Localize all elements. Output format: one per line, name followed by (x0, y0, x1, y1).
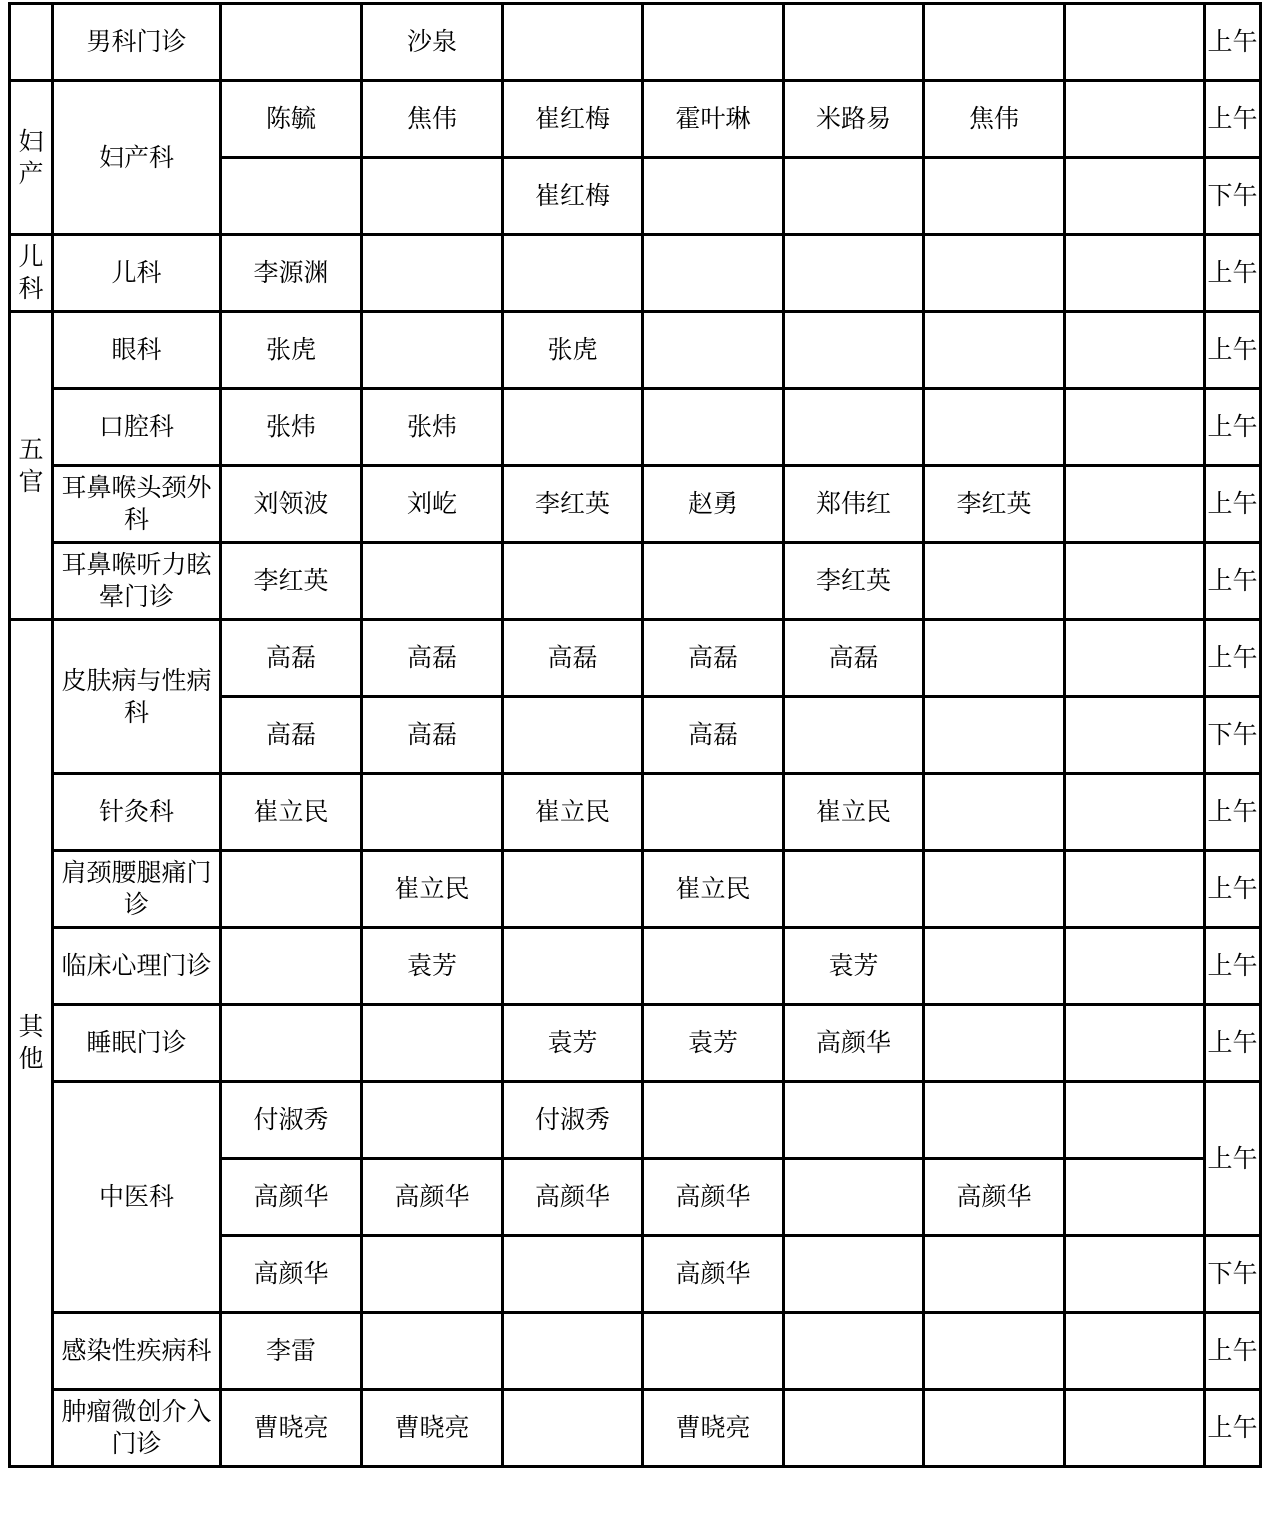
doctor-cell (924, 851, 1065, 928)
doctor-cell (924, 4, 1065, 81)
doctor-cell (503, 1313, 643, 1390)
doctor-cell (503, 235, 643, 312)
doctor-cell: 陈毓 (221, 81, 362, 158)
doctor-cell (503, 851, 643, 928)
period-cell: 上午 (1205, 1390, 1261, 1467)
doctor-cell: 袁芳 (784, 928, 924, 1005)
doctor-cell: 高磊 (784, 620, 924, 697)
doctor-cell: 高磊 (362, 697, 503, 774)
doctor-cell (784, 1313, 924, 1390)
category-cell: 儿科 (10, 235, 53, 312)
doctor-cell: 高颜华 (924, 1159, 1065, 1236)
doctor-cell: 付淑秀 (503, 1082, 643, 1159)
period-cell: 上午 (1205, 466, 1261, 543)
doctor-cell (362, 1005, 503, 1082)
department-cell: 皮肤病与性病科 (53, 620, 221, 774)
doctor-cell (1065, 620, 1205, 697)
doctor-cell: 袁芳 (362, 928, 503, 1005)
doctor-cell (784, 4, 924, 81)
doctor-cell (503, 1236, 643, 1313)
doctor-cell (362, 235, 503, 312)
table-row (10, 312, 1261, 389)
doctor-cell (924, 620, 1065, 697)
doctor-cell (643, 774, 784, 851)
doctor-cell (503, 4, 643, 81)
doctor-cell: 张虎 (503, 312, 643, 389)
doctor-cell (1065, 1005, 1205, 1082)
doctor-cell: 焦伟 (924, 81, 1065, 158)
doctor-cell (643, 389, 784, 466)
doctor-cell (1065, 158, 1205, 235)
doctor-cell (924, 697, 1065, 774)
doctor-cell (1065, 1313, 1205, 1390)
doctor-cell: 曹晓亮 (221, 1390, 362, 1467)
doctor-cell: 刘领波 (221, 466, 362, 543)
table-row (10, 851, 1261, 928)
doctor-cell: 曹晓亮 (643, 1390, 784, 1467)
period-cell: 上午 (1205, 543, 1261, 620)
period-cell: 上午 (1205, 81, 1261, 158)
doctor-cell (924, 312, 1065, 389)
doctor-cell (643, 928, 784, 1005)
doctor-cell (1065, 312, 1205, 389)
doctor-cell (784, 312, 924, 389)
doctor-cell (924, 1082, 1065, 1159)
doctor-cell (503, 697, 643, 774)
doctor-cell: 郑伟红 (784, 466, 924, 543)
period-cell: 上午 (1205, 851, 1261, 928)
doctor-cell (784, 389, 924, 466)
doctor-cell (924, 389, 1065, 466)
table-row (10, 466, 1261, 543)
doctor-cell (784, 1390, 924, 1467)
period-cell: 下午 (1205, 697, 1261, 774)
doctor-cell: 崔红梅 (503, 158, 643, 235)
table-row (10, 4, 1261, 81)
doctor-cell: 赵勇 (643, 466, 784, 543)
doctor-cell (362, 1236, 503, 1313)
period-cell: 上午 (1205, 235, 1261, 312)
doctor-cell (503, 928, 643, 1005)
table-row (10, 81, 1261, 158)
department-cell: 眼科 (53, 312, 221, 389)
doctor-cell: 高磊 (362, 620, 503, 697)
doctor-cell: 张炜 (362, 389, 503, 466)
doctor-cell: 崔立民 (784, 774, 924, 851)
table-row (10, 235, 1261, 312)
doctor-cell: 霍叶琳 (643, 81, 784, 158)
doctor-cell: 米路易 (784, 81, 924, 158)
doctor-cell: 袁芳 (643, 1005, 784, 1082)
department-cell: 肩颈腰腿痛门诊 (53, 851, 221, 928)
category-cell: 其他 (10, 620, 53, 1467)
doctor-cell (503, 543, 643, 620)
doctor-cell (784, 697, 924, 774)
doctor-cell: 刘屹 (362, 466, 503, 543)
doctor-cell: 高颜华 (221, 1159, 362, 1236)
doctor-cell (924, 774, 1065, 851)
doctor-cell: 高磊 (221, 620, 362, 697)
doctor-cell (924, 928, 1065, 1005)
doctor-cell (1065, 928, 1205, 1005)
department-cell: 男科门诊 (53, 4, 221, 81)
doctor-cell (221, 4, 362, 81)
doctor-cell: 高磊 (643, 697, 784, 774)
department-cell: 肿瘤微创介入门诊 (53, 1390, 221, 1467)
table-row (10, 1390, 1261, 1467)
doctor-cell: 崔立民 (643, 851, 784, 928)
doctor-cell: 焦伟 (362, 81, 503, 158)
doctor-cell: 李源渊 (221, 235, 362, 312)
doctor-cell (362, 158, 503, 235)
doctor-cell (503, 1390, 643, 1467)
doctor-cell (1065, 1390, 1205, 1467)
doctor-cell (924, 543, 1065, 620)
doctor-cell: 高磊 (643, 620, 784, 697)
period-cell: 上午 (1205, 1005, 1261, 1082)
period-cell: 下午 (1205, 1236, 1261, 1313)
period-cell: 上午 (1205, 928, 1261, 1005)
period-cell: 上午 (1205, 389, 1261, 466)
doctor-cell (221, 158, 362, 235)
category-cell: 妇产 (10, 81, 53, 235)
doctor-cell (784, 1159, 924, 1236)
department-cell: 睡眠门诊 (53, 1005, 221, 1082)
doctor-cell: 高颜华 (643, 1236, 784, 1313)
doctor-cell (643, 235, 784, 312)
doctor-cell: 高颜华 (503, 1159, 643, 1236)
clinic-schedule-table (8, 2, 1262, 1468)
doctor-cell: 高颜华 (362, 1159, 503, 1236)
doctor-cell (1065, 1159, 1205, 1236)
doctor-cell (221, 1005, 362, 1082)
doctor-cell: 李红英 (784, 543, 924, 620)
table-row (10, 1005, 1261, 1082)
doctor-cell (503, 389, 643, 466)
period-cell: 上午 (1205, 620, 1261, 697)
doctor-cell (362, 774, 503, 851)
doctor-cell (924, 1390, 1065, 1467)
doctor-cell: 崔红梅 (503, 81, 643, 158)
doctor-cell: 高磊 (503, 620, 643, 697)
period-cell: 上午 (1205, 4, 1261, 81)
doctor-cell: 高颜华 (784, 1005, 924, 1082)
period-cell: 上午 (1205, 312, 1261, 389)
doctor-cell: 李雷 (221, 1313, 362, 1390)
doctor-cell: 高颜华 (221, 1236, 362, 1313)
doctor-cell (1065, 774, 1205, 851)
doctor-cell: 崔立民 (221, 774, 362, 851)
doctor-cell (784, 851, 924, 928)
doctor-cell (1065, 466, 1205, 543)
doctor-cell: 曹晓亮 (362, 1390, 503, 1467)
department-cell: 耳鼻喉头颈外科 (53, 466, 221, 543)
department-cell: 口腔科 (53, 389, 221, 466)
doctor-cell (643, 312, 784, 389)
doctor-cell: 付淑秀 (221, 1082, 362, 1159)
doctor-cell (1065, 543, 1205, 620)
doctor-cell (643, 1313, 784, 1390)
doctor-cell (362, 1082, 503, 1159)
department-cell: 妇产科 (53, 81, 221, 235)
doctor-cell: 崔立民 (362, 851, 503, 928)
category-cell: 五官 (10, 312, 53, 620)
doctor-cell (784, 1236, 924, 1313)
doctor-cell (924, 1005, 1065, 1082)
period-cell: 下午 (1205, 158, 1261, 235)
doctor-cell (784, 1082, 924, 1159)
department-cell: 耳鼻喉听力眩晕门诊 (53, 543, 221, 620)
doctor-cell: 李红英 (221, 543, 362, 620)
doctor-cell: 李红英 (924, 466, 1065, 543)
doctor-cell (362, 543, 503, 620)
table-row (10, 1313, 1261, 1390)
doctor-cell (643, 4, 784, 81)
doctor-cell (1065, 851, 1205, 928)
doctor-cell (1065, 235, 1205, 312)
table-row (10, 620, 1261, 697)
doctor-cell (221, 851, 362, 928)
doctor-cell: 张虎 (221, 312, 362, 389)
period-cell: 上午 (1205, 774, 1261, 851)
doctor-cell (1065, 81, 1205, 158)
doctor-cell (784, 158, 924, 235)
doctor-cell (643, 158, 784, 235)
doctor-cell (362, 312, 503, 389)
doctor-cell (1065, 1082, 1205, 1159)
category-cell (10, 4, 53, 81)
table-row (10, 1082, 1261, 1159)
table-row (10, 774, 1261, 851)
doctor-cell (643, 543, 784, 620)
doctor-cell (362, 1313, 503, 1390)
department-cell: 临床心理门诊 (53, 928, 221, 1005)
doctor-cell (643, 1082, 784, 1159)
schedule-sheet (8, 2, 1262, 1468)
doctor-cell (924, 1313, 1065, 1390)
doctor-cell (1065, 697, 1205, 774)
doctor-cell: 崔立民 (503, 774, 643, 851)
doctor-cell: 高磊 (221, 697, 362, 774)
doctor-cell (1065, 389, 1205, 466)
table-row (10, 543, 1261, 620)
doctor-cell: 张炜 (221, 389, 362, 466)
period-cell: 上午 (1205, 1082, 1261, 1236)
doctor-cell (924, 235, 1065, 312)
doctor-cell (221, 928, 362, 1005)
table-row (10, 389, 1261, 466)
department-cell: 感染性疾病科 (53, 1313, 221, 1390)
doctor-cell: 高颜华 (643, 1159, 784, 1236)
department-cell: 儿科 (53, 235, 221, 312)
doctor-cell: 沙泉 (362, 4, 503, 81)
department-cell: 针灸科 (53, 774, 221, 851)
doctor-cell: 袁芳 (503, 1005, 643, 1082)
period-cell: 上午 (1205, 1313, 1261, 1390)
doctor-cell (784, 235, 924, 312)
doctor-cell: 李红英 (503, 466, 643, 543)
doctor-cell (924, 158, 1065, 235)
doctor-cell (924, 1236, 1065, 1313)
department-cell: 中医科 (53, 1082, 221, 1313)
doctor-cell (1065, 4, 1205, 81)
table-row (10, 928, 1261, 1005)
doctor-cell (1065, 1236, 1205, 1313)
